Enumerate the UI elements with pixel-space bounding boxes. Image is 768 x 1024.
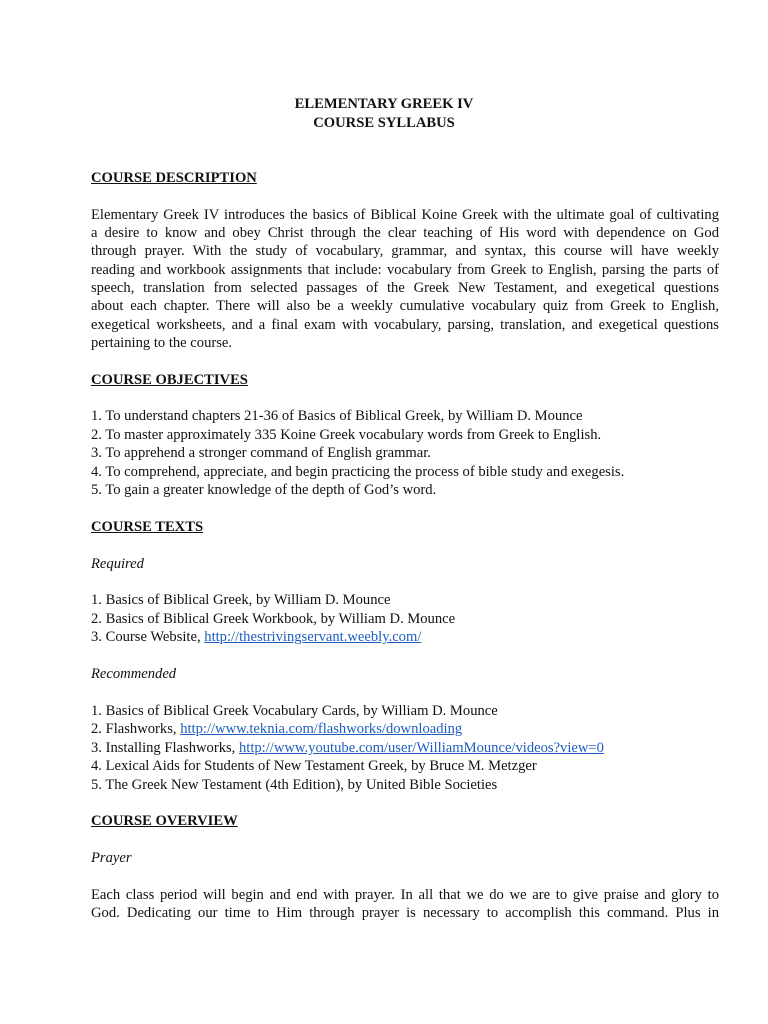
overview-line: God. Dedicating our time to Him through prayer is necessary to accomplish this command. Plus in (91, 905, 719, 921)
heading-course-description: COURSE DESCRIPTION (91, 170, 257, 186)
objective-item: 4. To comprehend, appreciate, and begin practicing the process of bible study and exegesis. (91, 464, 625, 480)
description-line: pertaining to the course. (91, 335, 233, 351)
recommended-text-item: 4. Lexical Aids for Students of New Testament Greek, by Bruce M. Metzger (91, 758, 537, 774)
flashworks-download-link[interactable]: http://www.teknia.com/flashworks/downloading (180, 721, 463, 737)
document-title: ELEMENTARY GREEK IV (294, 96, 474, 112)
heading-course-overview: COURSE OVERVIEW (91, 813, 238, 829)
required-text-item: 2. Basics of Biblical Greek Workbook, by William D. Mounce (91, 611, 456, 627)
description-line: exegetical worksheets, and a final exam with vocabulary, parsing, translation, and exegetical questions (91, 317, 719, 333)
description-line: a desire to know and obey Christ through the clear teaching of His word with dependence on God (91, 225, 719, 241)
subheading-prayer: Prayer (91, 850, 132, 866)
document-subtitle: COURSE SYLLABUS (313, 115, 455, 131)
objective-item: 5. To gain a greater knowledge of the depth of God’s word. (91, 482, 437, 498)
subheading-recommended: Recommended (91, 666, 177, 682)
recommended-text-item: 1. Basics of Biblical Greek Vocabulary Cards, by William D. Mounce (91, 703, 498, 719)
description-line: speech, translation from selected passages of the Greek New Testament, and exegetical questions (91, 280, 719, 296)
overview-line: Each class period will begin and end with prayer. In all that we do we are to give praise and glory to (91, 887, 719, 903)
recommended-text-item (91, 739, 604, 758)
heading-course-objectives: COURSE OBJECTIVES (91, 372, 248, 388)
required-text-item: 1. Basics of Biblical Greek, by William D. Mounce (91, 592, 391, 608)
objective-item: 2. To master approximately 335 Koine Greek vocabulary words from Greek to English. (91, 427, 602, 443)
recommended-text-label: 3. Installing Flashworks, (91, 740, 239, 756)
recommended-text-label: 2. Flashworks, (91, 721, 181, 737)
objective-item: 1. To understand chapters 21-36 of Basics of Biblical Greek, by William D. Mounce (91, 408, 583, 424)
recommended-text-item (91, 720, 462, 739)
objective-item: 3. To apprehend a stronger command of English grammar. (91, 445, 431, 461)
required-text-item (91, 628, 421, 647)
course-website-link[interactable]: http://thestrivingservant.weebly.com/ (204, 629, 422, 645)
recommended-text-item: 5. The Greek New Testament (4th Edition), by United Bible Societies (91, 777, 498, 793)
heading-course-texts: COURSE TEXTS (91, 519, 204, 535)
youtube-videos-link[interactable]: http://www.youtube.com/user/WilliamMounce/videos?view=0 (238, 740, 604, 756)
subheading-required: Required (91, 556, 144, 572)
description-line: reading and workbook assignments that include: vocabulary from Greek to English, parsing the parts of (91, 262, 719, 278)
description-line: Elementary Greek IV introduces the basics of Biblical Koine Greek with the ultimate goal of cultivating (91, 207, 719, 223)
description-line: through prayer. With the study of vocabulary, grammar, and syntax, this course will have weekly (91, 243, 719, 259)
description-line: about each chapter. There will also be a weekly cumulative vocabulary quiz from Greek to English, (91, 298, 719, 314)
required-text-label: 3. Course Website, (91, 629, 205, 645)
